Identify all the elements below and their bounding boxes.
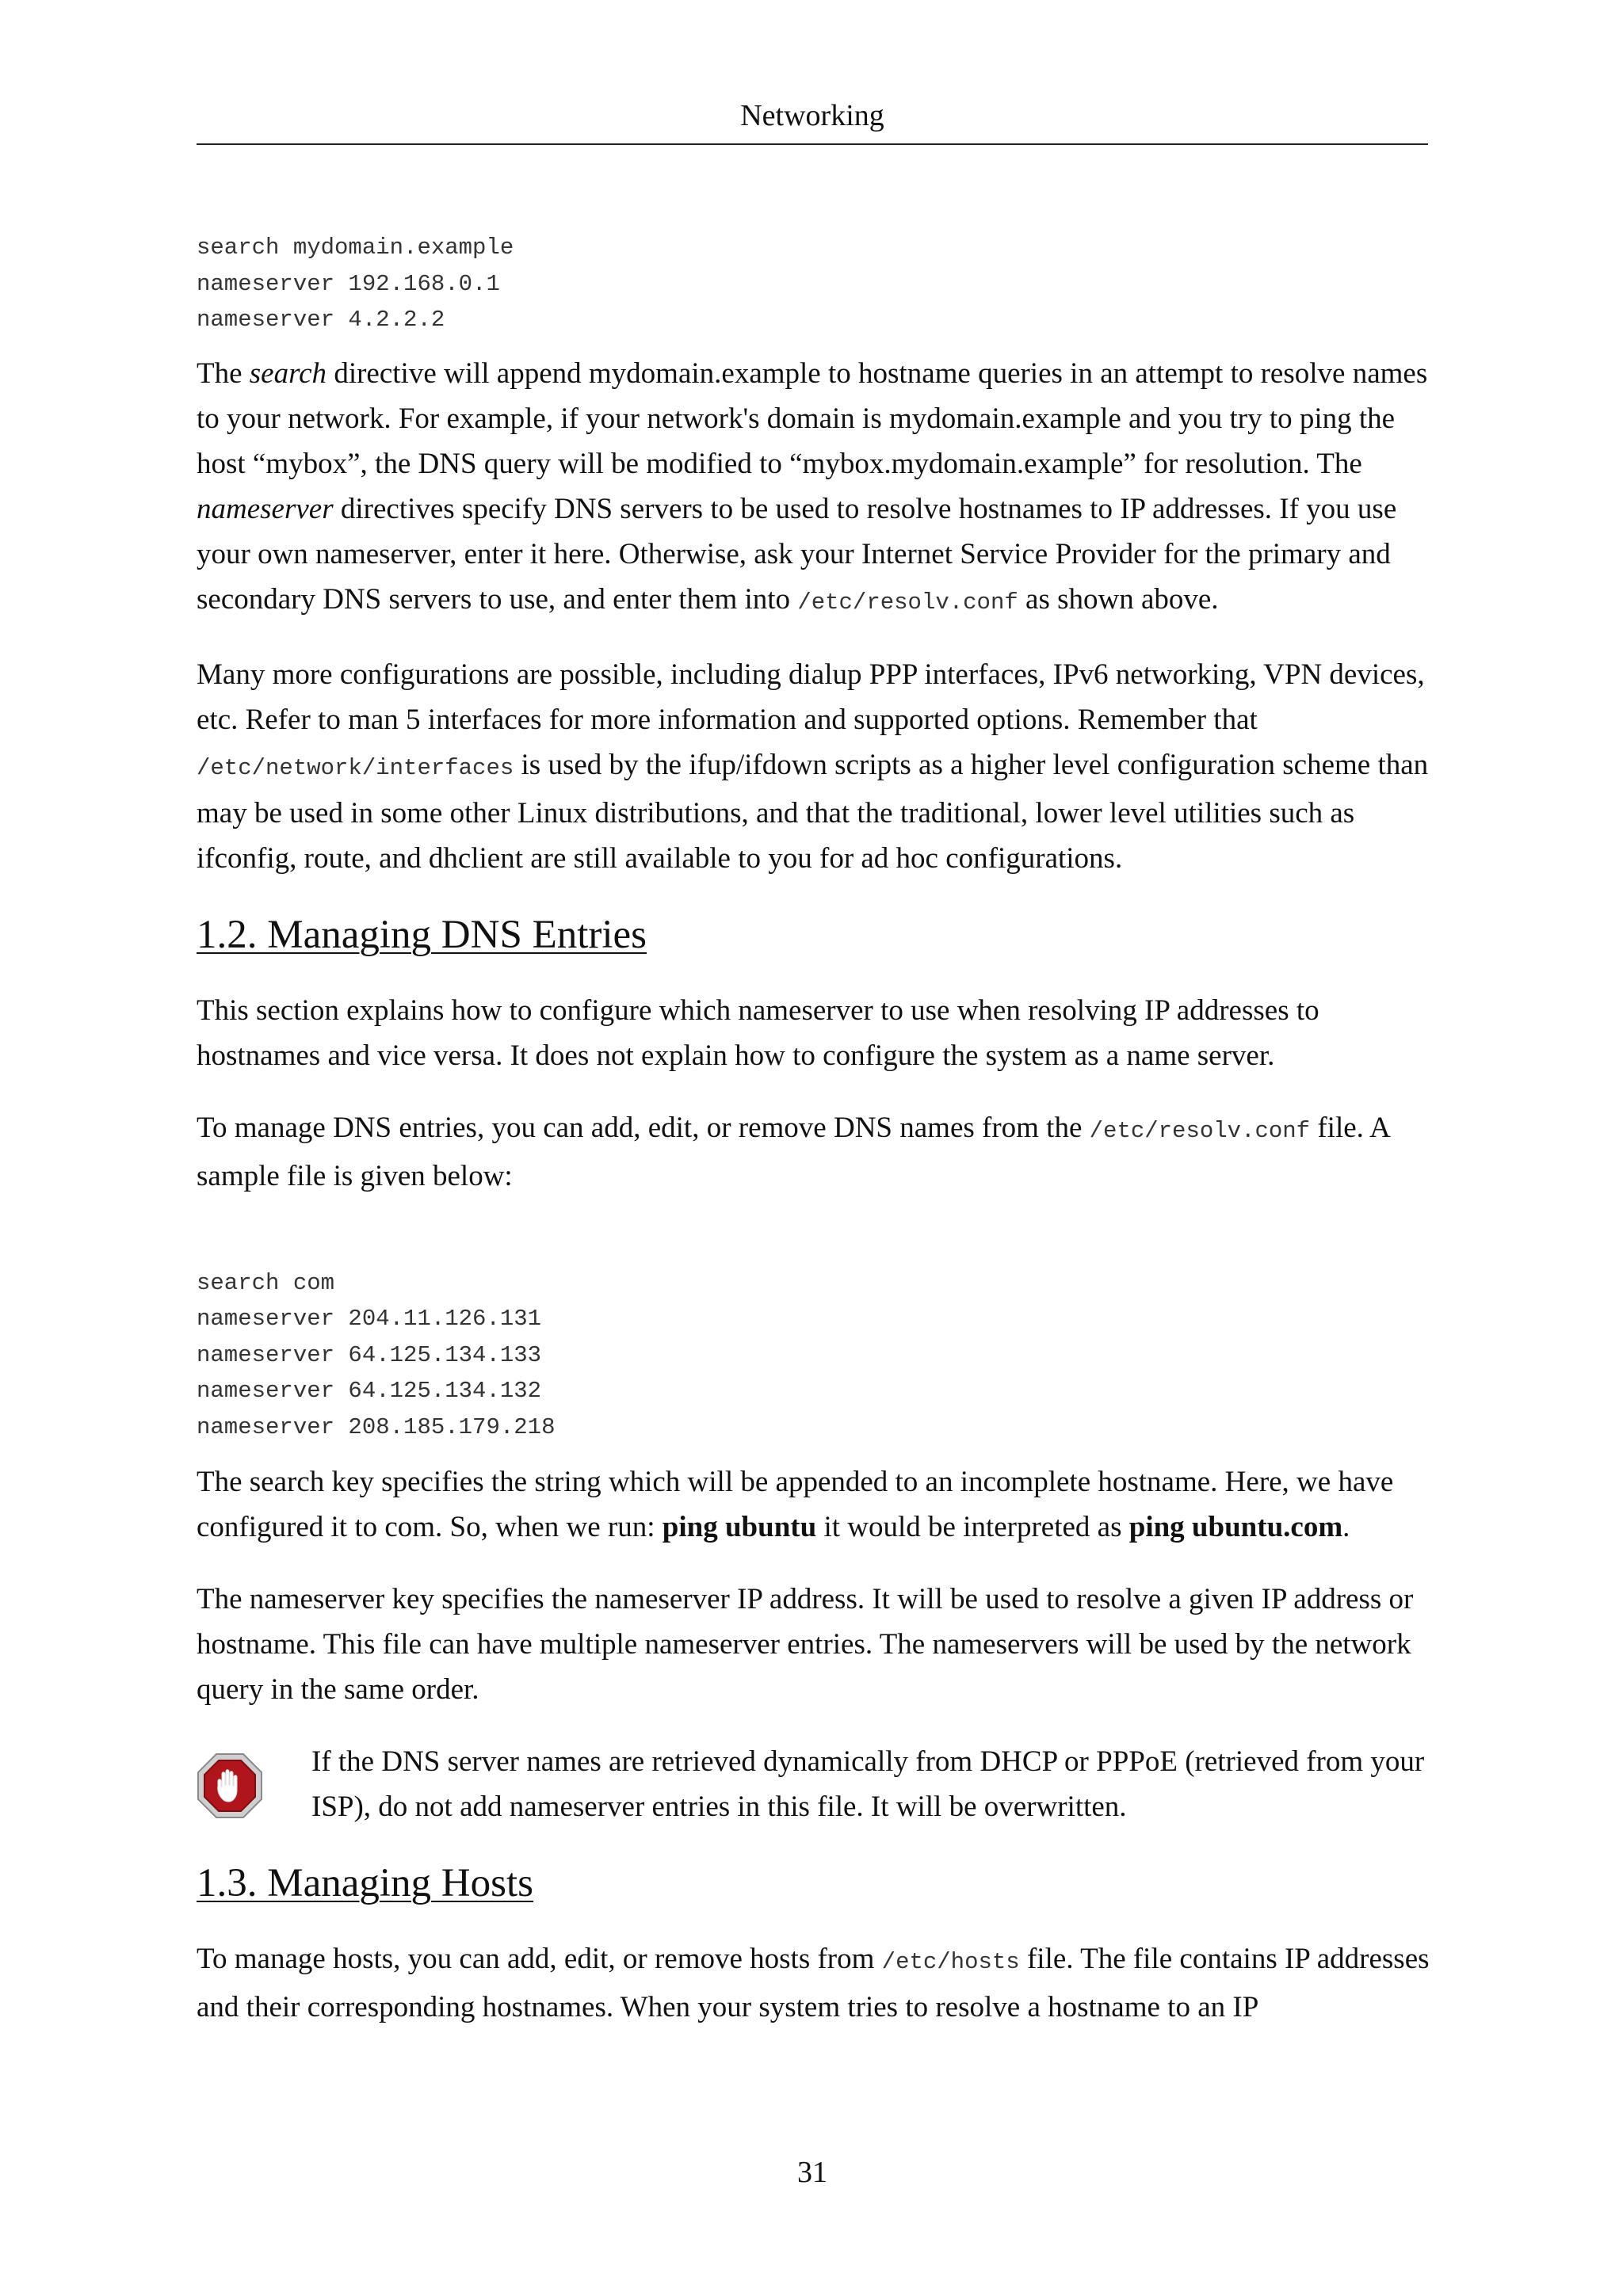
inline-code-resolv-conf: /etc/resolv.conf [797,589,1018,616]
paragraph-dns-manage [197,1105,1433,1199]
code-line: nameserver 192.168.0.1 [197,270,500,297]
inline-code-etc-hosts: /etc/hosts [881,1949,1020,1975]
warning-note-text: If the DNS server names are retrieved dynamically from DHCP or PPPoE (retrieved from your ISP), do not add nameserver entries in this file. It will be overwritten. [311,1745,1425,1823]
page-content [197,230,1433,2030]
bold-command: ping ubuntu.com [1128,1511,1343,1543]
code-block-resolv-sample [197,1265,1433,1446]
inline-code-network-interfaces: /etc/network/interfaces [197,754,514,781]
emphasis-nameserver: nameserver [197,492,334,525]
paragraph-nameserver-key: The nameserver key specifies the nameserver IP address. It will be used to resolve a given IP address or hostname. This file can have multiple nameserver entries. The nameservers will be used by the network query in the same order. [197,1583,1414,1706]
paragraph-more-configurations [197,652,1433,881]
code-line: nameserver 208.185.179.218 [197,1413,556,1440]
bold-command: ping ubuntu [662,1511,817,1543]
text-run: file. A sample file is given below: [197,1111,1389,1192]
code-line: search com [197,1269,335,1296]
code-line: nameserver 204.11.126.131 [197,1306,542,1332]
text-run: it would be interpreted as [816,1511,1129,1543]
paragraph-dns-intro: This section explains how to configure which nameserver to use when resolving IP addresses to hostnames and vice versa. It does not explain how to configure the system as a name server. [197,994,1319,1072]
text-run: The search key specifies the string which will be appended to an incomplete hostname. Here, we have configured it to com. So, when we run: [197,1466,1394,1543]
code-line: nameserver 4.2.2.2 [197,307,445,333]
stop-hand-icon [197,1753,263,1819]
section-heading-dns: 1.2. Managing DNS Entries [197,912,647,957]
text-run: The [197,357,250,390]
text-run: Many more configurations are possible, including dialup PPP interfaces, IPv6 networking, VPN devices, etc. Refer to man 5 interfaces for more information and supported options. Remember that [197,658,1425,736]
header-rule [197,143,1428,145]
text-run: To manage hosts, you can add, edit, or remove hosts from [197,1943,882,1975]
text-run: directives specify DNS servers to be used to resolve hostnames to IP addresses. If you use your own nameserver, enter it here. Otherwise, ask your Internet Service Provider for the primary and secondary DNS servers to use, and enter them into [197,492,1397,616]
code-line: nameserver 64.125.134.132 [197,1378,542,1404]
text-run: file. The file contains IP addresses and their corresponding hostnames. When your system tries to resolve a hostname to an IP [197,1943,1430,2023]
paragraph-hosts-intro [197,1936,1433,2030]
section-heading-hosts: 1.3. Managing Hosts [197,1861,533,1905]
paragraph-search-directive [197,351,1433,625]
running-header: Networking [740,99,884,132]
text-run: . [1342,1511,1350,1543]
warning-note [197,1739,1433,1829]
text-run: as shown above. [1018,582,1219,616]
text-run: is used by the ifup/ifdown scripts as a higher level configuration scheme than may be used in some other Linux distributions, and that the traditional, lower level utilities such as ifconfig, route, and dhclient are still available to you for ad hoc configurations. [197,748,1429,875]
text-run: directive will append mydomain.example to hostname queries in an attempt to resolve names to your network. For example, if your network's domain is mydomain.example and you try to ping the host “mybox”, the DNS query will be modified to “mybox.mydomain.example” for resolution. The [197,357,1428,480]
emphasis-search: search [249,357,327,390]
code-line: search mydomain.example [197,235,514,261]
paragraph-search-key [197,1459,1433,1550]
code-line: nameserver 64.125.134.133 [197,1341,542,1368]
inline-code-resolv-conf: /etc/resolv.conf [1089,1117,1311,1144]
page-number: 31 [797,2156,827,2189]
code-block-resolv-example [197,230,1433,338]
text-run: To manage DNS entries, you can add, edit, or remove DNS names from the [197,1111,1090,1144]
